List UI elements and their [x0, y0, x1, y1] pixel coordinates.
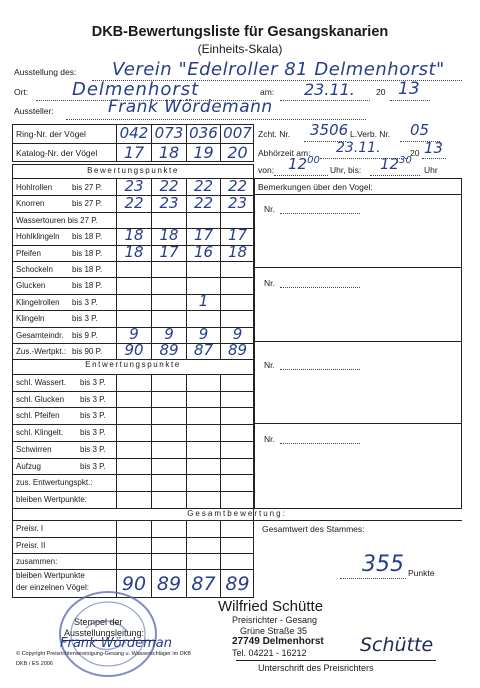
- score-cell: 17: [193, 226, 214, 245]
- von-label: von:: [258, 165, 275, 175]
- criterion-label: Knorren: [16, 199, 45, 209]
- criterion-label: Klingeln: [16, 314, 45, 324]
- lverb-value: 05: [410, 121, 430, 139]
- deduction-label: bleiben Wertpunkte:: [16, 494, 88, 504]
- ring-value-2: 073: [154, 124, 184, 142]
- abhoer-year: 13: [424, 139, 444, 157]
- deduction-label: schl. Glucken: [16, 394, 65, 404]
- criterion-label: Schockeln: [16, 265, 53, 274]
- date-line: [280, 100, 370, 101]
- column-divider: [116, 374, 117, 508]
- stamm-label: Gesamtwert des Stammes:: [262, 524, 365, 534]
- remark-nr-1: Nr.: [264, 204, 275, 214]
- criterion-label: Gesamteindr.: [16, 330, 64, 340]
- criterion-max: bis 3 P.: [72, 297, 98, 307]
- score-cell: 9: [232, 324, 243, 343]
- row-divider: [12, 458, 254, 459]
- score-cell: 18: [227, 242, 248, 261]
- score-cell: 23: [124, 177, 144, 196]
- column-divider: [186, 179, 187, 359]
- catalog-value-4: 20: [227, 143, 248, 162]
- score-cell: 18: [159, 226, 179, 245]
- remarks-caption: Bemerkungen über den Vogel:: [258, 182, 373, 192]
- catalog-label: Katalog-Nr. der Vögel: [16, 148, 98, 158]
- judge-city: 27749 Delmenhorst: [232, 636, 324, 647]
- criterion-max: bis 27 P.: [72, 199, 103, 209]
- exhibition-label: Ausstellung des:: [14, 67, 77, 77]
- score-cell: 18: [124, 242, 144, 261]
- criterion-label: Klingelrollen: [16, 297, 60, 307]
- zcht-value: 3506: [310, 121, 349, 139]
- page-title: DKB-Bewertungsliste für Gesangskanarien: [91, 24, 389, 40]
- score-cell: 89: [159, 341, 179, 360]
- judge-street: Grüne Straße 35: [240, 626, 308, 636]
- deduction-label: schl. Klingelt.: [16, 428, 64, 438]
- abhoer-date: 23.11.: [336, 140, 381, 156]
- criterion-max: bis 3 P.: [72, 314, 98, 324]
- column-divider: [220, 179, 221, 359]
- column-divider: [116, 179, 117, 359]
- ring-value-3: 036: [189, 124, 218, 142]
- row-divider: [12, 407, 254, 408]
- criterion-label: Glucken: [16, 281, 46, 291]
- zcht-label: Zcht. Nr.: [258, 129, 291, 139]
- bleiben-value-4: 89: [225, 572, 250, 595]
- score-cell: 23: [159, 193, 179, 212]
- column-divider: [186, 374, 187, 508]
- criterion-max: bis 9 P.: [72, 330, 98, 340]
- judge-title: Preisrichter - Gesang: [232, 615, 318, 625]
- von-value: $12^{00}$: [288, 155, 320, 173]
- bleiben-line2: der einzelnen Vögel:: [16, 583, 89, 592]
- score-cell: 22: [193, 177, 214, 196]
- score-cell: 17: [159, 242, 179, 261]
- row-divider: [12, 491, 254, 492]
- deduction-max: bis 3 P.: [80, 378, 106, 387]
- stamp-line1: Stempel der: [74, 617, 123, 627]
- deduction-label: schl. Pfeifen: [16, 411, 60, 421]
- exhibitor-value: Frank Wördemann: [108, 97, 273, 117]
- criterion-max: bis 27 P.: [72, 183, 103, 192]
- criterion-max: bis 18 P.: [72, 248, 103, 258]
- score-cell: 1: [198, 291, 209, 310]
- score-cell: 9: [164, 324, 174, 343]
- deduction-max: bis 3 P.: [80, 428, 106, 438]
- row-divider: [12, 474, 254, 475]
- remark-nr-4: Nr.: [264, 434, 275, 444]
- deduction-label: Aufzug: [16, 461, 41, 471]
- form-code: DKB / ES 2006: [16, 661, 53, 667]
- score-cell: 22: [124, 193, 144, 212]
- row-divider: [12, 441, 254, 442]
- stamp-signature: Frank Wördeman: [60, 636, 172, 651]
- row-divider: [12, 391, 254, 392]
- score-cell: 9: [198, 324, 209, 343]
- lverb-label: L.Verb. Nr.: [350, 129, 391, 139]
- gesamt-caption: Gesamtbewertung:: [187, 509, 287, 518]
- abhoer-label: Abhörzeit am:: [258, 148, 311, 158]
- score-cell: 87: [193, 341, 214, 360]
- preis1-label: Preisr. I: [16, 524, 44, 533]
- score-cell: 22: [159, 177, 179, 196]
- bis-value: $12^{30}$: [380, 155, 412, 173]
- year-prefix: 20: [376, 87, 386, 97]
- bis-label: Uhr, bis:: [330, 165, 362, 175]
- judge-signature: Schütte: [360, 634, 434, 656]
- deduction-label: Schwirren: [16, 444, 52, 454]
- ring-value-4: 007: [223, 124, 252, 142]
- judge-phone: Tel. 04221 - 16212: [232, 648, 307, 658]
- row-divider: [12, 374, 254, 375]
- exhibition-value: Verein "Edelroller 81 Delmenhorst": [112, 59, 445, 80]
- bewertung-caption: Bewertungspunkte: [87, 166, 179, 175]
- score-cell: 23: [227, 193, 248, 212]
- column-divider: [151, 179, 152, 359]
- punkte-label: Punkte: [408, 568, 435, 578]
- bleiben-line1: bleiben Wertpunkte: [16, 571, 85, 580]
- criterion-max: bis 18 P.: [72, 265, 103, 274]
- zusammen-label: zusammen:: [16, 557, 58, 566]
- catalog-value-2: 18: [158, 143, 180, 162]
- criterion-max: bis 18 P.: [72, 281, 103, 291]
- criterion-label: Hohlrollen: [16, 183, 53, 192]
- deduction-max: bis 3 P.: [80, 394, 106, 404]
- copyright-text: © Copyright Preisrichtervereinigung-Gesang u. Wasserschläger im DKB: [16, 651, 192, 657]
- year-line: [390, 100, 430, 101]
- score-cell: 22: [227, 177, 248, 196]
- column-divider: [220, 374, 221, 508]
- criterion-label: Pfeifen: [16, 248, 41, 258]
- catalog-value-1: 17: [123, 143, 145, 162]
- score-cell: 89: [227, 341, 248, 360]
- year-value: 13: [398, 79, 420, 99]
- deduction-max: bis 3 P.: [80, 444, 106, 454]
- row-divider: [12, 424, 254, 425]
- catalog-value-3: 19: [193, 143, 214, 162]
- criterion-max: bis 18 P.: [72, 232, 103, 242]
- score-cell: 16: [193, 242, 214, 261]
- bleiben-value-2: 89: [156, 572, 182, 595]
- deduction-label: schl. Wassert.: [16, 378, 66, 387]
- stamm-value: 355: [362, 552, 404, 577]
- uhr-label: Uhr: [424, 165, 438, 175]
- criterion-max: bis 90 P.: [72, 347, 103, 356]
- criterion-label: Hohlklingeln: [16, 232, 60, 242]
- score-cell: 9: [129, 324, 139, 343]
- bleiben-value-1: 90: [121, 572, 147, 595]
- deduction-max: bis 3 P.: [80, 461, 106, 471]
- ring-label: Ring-Nr. der Vögel: [16, 129, 86, 139]
- judge-name: Wilfried Schütte: [218, 598, 324, 615]
- ring-value-1: 042: [119, 124, 149, 142]
- deduction-max: bis 3 P.: [80, 411, 106, 421]
- remark-nr-3: Nr.: [264, 360, 275, 370]
- abhoer-year-prefix: 20: [410, 148, 420, 158]
- stamp-line2: Ausstellungsleitung:: [64, 628, 145, 638]
- score-cell: 90: [124, 341, 144, 360]
- preis2-label: Preisr. II: [16, 541, 46, 550]
- deduction-label: zus. Entwertungspkt.:: [16, 478, 93, 488]
- place-value: Delmenhorst: [72, 79, 200, 100]
- signature-caption: Unterschrift des Preisrichters: [258, 663, 374, 673]
- criterion-label: Wassertouren bis 27 P.: [16, 215, 98, 225]
- remark-nr-2: Nr.: [264, 278, 275, 288]
- date-label: am:: [260, 87, 275, 97]
- column-divider: [151, 374, 152, 508]
- exhibitor-label: Aussteller:: [14, 106, 54, 116]
- bleiben-value-3: 87: [191, 572, 216, 595]
- score-cell: 22: [193, 193, 214, 212]
- score-cell: 17: [227, 226, 248, 245]
- page-subtitle: (Einheits-Skala): [197, 42, 283, 56]
- criterion-label: Zus.-Wertpkt.:: [16, 347, 67, 356]
- score-cell: 18: [124, 226, 144, 245]
- place-label: Ort:: [14, 87, 29, 97]
- date-value: 23.11.: [304, 80, 355, 99]
- exhibitor-line: [66, 119, 366, 120]
- entwertung-caption: Entwertungspunkte: [85, 360, 181, 369]
